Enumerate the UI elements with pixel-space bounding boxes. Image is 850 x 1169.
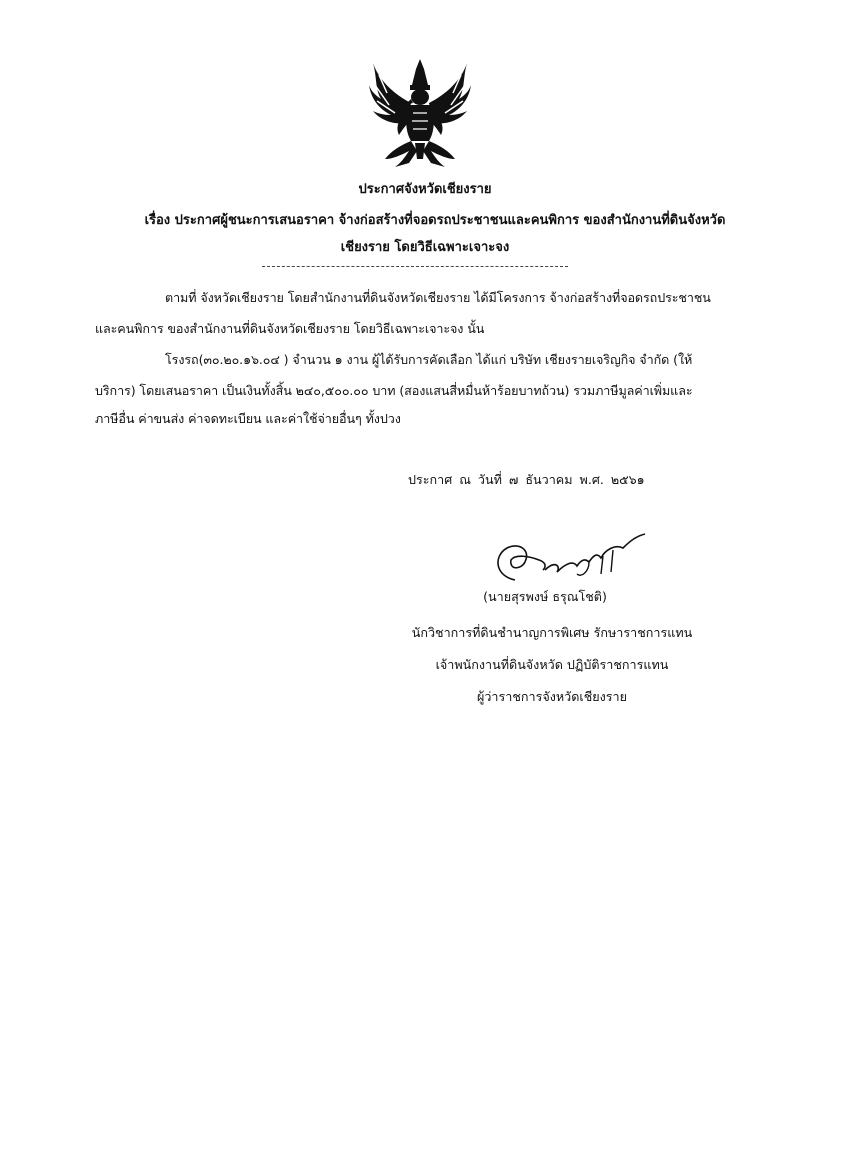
signature-icon [485, 530, 655, 590]
announcement-date: ประกาศ ณ วันที่ ๗ ธันวาคม พ.ศ. ๒๕๖๑ [408, 472, 645, 487]
body-line-1: ตามที่ จังหวัดเชียงราย โดยสำนักงานที่ดินจังหวัดเชียงราย ได้มีโครงการ จ้างก่อสร้างที่จอดรถประชาชน [165, 290, 711, 305]
signatory-position-1: นักวิชาการที่ดินชำนาญการพิเศษ รักษาราชการแทน [411, 625, 693, 640]
subject-line-1: เรื่อง ประกาศผู้ชนะการเสนอราคา จ้างก่อสร้างที่จอดรถประชาชนและคนพิการ ของสำนักงานที่ดินจังหวัด [144, 213, 726, 228]
body-line-2: และคนพิการ ของสำนักงานที่ดินจังหวัดเชียงราย โดยวิธีเฉพาะเจาะจง นั้น [95, 321, 485, 336]
separator-line [262, 266, 568, 267]
announcement-title: ประกาศจังหวัดเชียงราย [358, 182, 492, 197]
body-line-5: ภาษีอื่น ค่าขนส่ง ค่าจดทะเบียน และค่าใช้จ่ายอื่นๆ ทั้งปวง [95, 411, 401, 426]
subject-line-2: เชียงราย โดยวิธีเฉพาะเจาะจง [340, 240, 510, 255]
body-line-3: โรงรถ(๓๐.๒๐.๑๖.๐๔ ) จำนวน ๑ งาน ผู้ได้รับการคัดเลือก ได้แก่ บริษัท เชียงรายเจริญกิจ จำกัด (ให้ [165, 352, 693, 367]
signatory-position-2: เจ้าพนักงานที่ดินจังหวัด ปฏิบัติราชการแทน [435, 657, 669, 672]
garuda-emblem-icon [365, 55, 475, 170]
signatory-name: (นายสุรพงษ์ ธรุณโชติ) [483, 589, 607, 604]
body-line-4: บริการ) โดยเสนอราคา เป็นเงินทั้งสิ้น ๒๔๐,๕๐๐.๐๐ บาท (สองแสนสี่หมื่นห้าร้อยบาทถ้วน) รวมภาษีมูลค่าเพิ่มและ [95, 383, 693, 398]
signatory-position-3: ผู้ว่าราชการจังหวัดเชียงราย [476, 689, 628, 704]
